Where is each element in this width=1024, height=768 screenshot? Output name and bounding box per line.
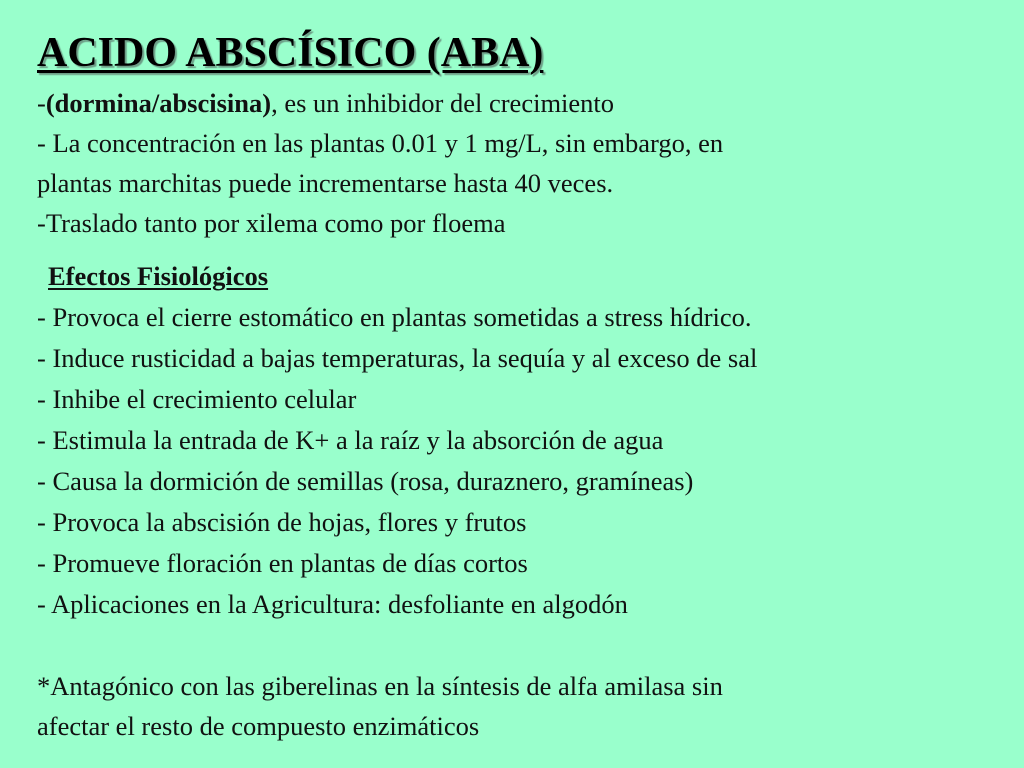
intro-dash: - <box>37 88 46 118</box>
intro-line-3: plantas marchitas puede incrementarse hasta 40 veces. <box>37 168 614 198</box>
intro-description: , es un inhibidor del crecimiento <box>271 88 615 118</box>
intro-synonyms: (dormina/abscisina) <box>45 88 272 118</box>
effect-item: - Inhibe el crecimiento celular <box>37 384 357 414</box>
effect-item: - Induce rusticidad a bajas temperaturas, la sequía y al exceso de sal <box>37 343 758 373</box>
intro-line-1 <box>37 83 997 123</box>
effects-list <box>37 297 1017 625</box>
effect-item: - Estimula la entrada de K+ a la raíz y la absorción de agua <box>37 425 664 455</box>
effects-heading: Efectos Fisiológicos <box>48 261 269 291</box>
intro-line-4: -Traslado tanto por xilema como por floema <box>37 208 506 238</box>
effect-item: - Provoca el cierre estomático en plantas sometidas a stress hídrico. <box>37 302 752 332</box>
effect-item: - Causa la dormición de semillas (rosa, duraznero, gramíneas) <box>37 466 694 496</box>
effect-item: - Promueve floración en plantas de días cortos <box>37 548 528 578</box>
slide-title: ACIDO ABSCÍSICO (ABA) <box>37 30 544 76</box>
effect-item: - Provoca la abscisión de hojas, flores y frutos <box>37 507 527 537</box>
effect-item: - Aplicaciones en la Agricultura: desfoliante en algodón <box>37 589 628 619</box>
intro-line-2: - La concentración en las plantas 0.01 y 1 mg/L, sin embargo, en <box>37 128 724 158</box>
intro-text <box>37 83 997 243</box>
note-line-1: *Antagónico con las giberelinas en la síntesis de alfa amilasa sin <box>37 671 723 701</box>
note-line-2: afectar el resto de compuesto enzimáticos <box>37 711 480 741</box>
antagonist-note <box>37 666 997 746</box>
